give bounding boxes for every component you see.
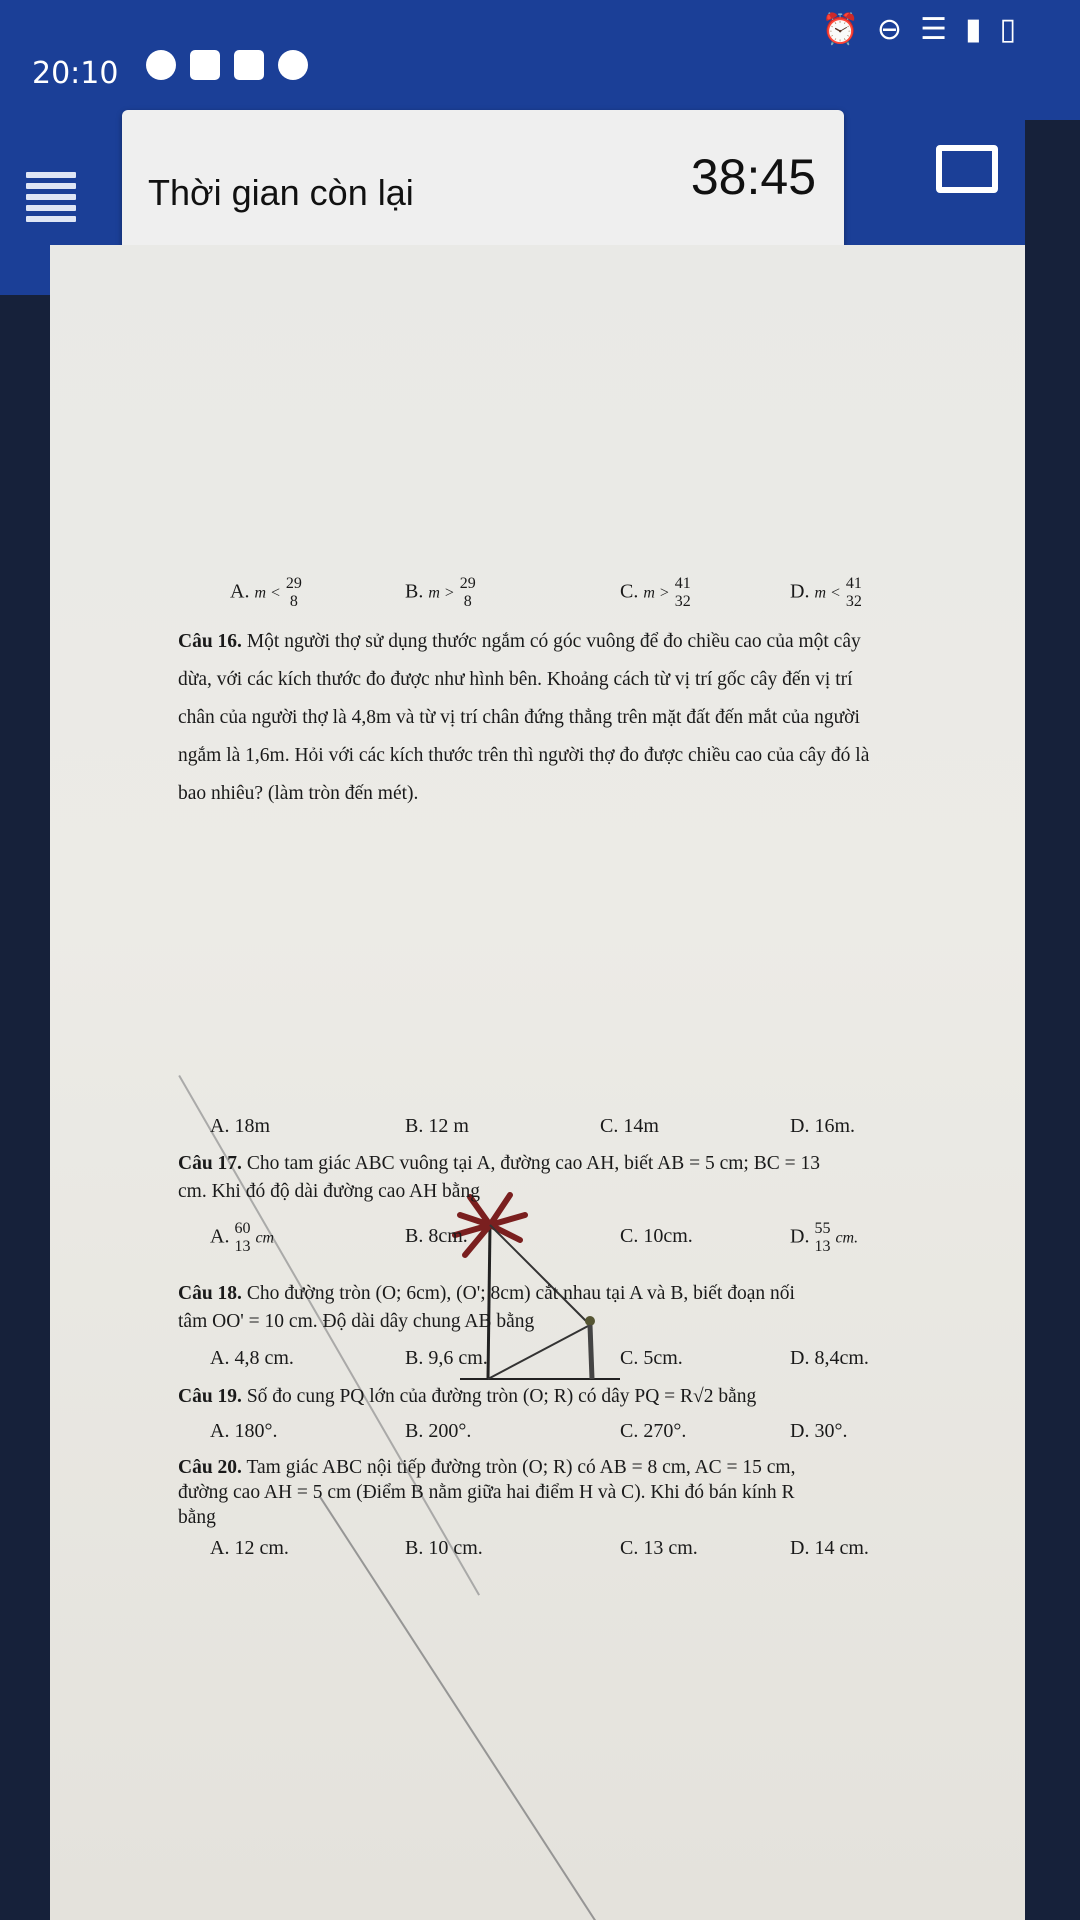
q16-option-c: C. 14m (600, 1115, 659, 1137)
q16-option-b: B. 12 m (405, 1115, 469, 1137)
exam-paper (50, 245, 1025, 1920)
q16-option-a: A. 18m (210, 1115, 270, 1137)
mail-icon (190, 50, 220, 80)
q15-option-a: A. m < 29 8 (230, 575, 302, 610)
q20-option-d: D. 14 cm. (790, 1537, 869, 1559)
battery-icon: ▯ (999, 12, 1016, 47)
q19-option-d: D. 30°. (790, 1420, 848, 1442)
q15-option-b: B. m > 29 8 (405, 575, 476, 610)
q18-option-a: A. 4,8 cm. (210, 1347, 294, 1369)
q19-option-a: A. 180°. (210, 1420, 278, 1442)
q20-option-a: A. 12 cm. (210, 1537, 289, 1559)
timer-label: Thời gian còn lại (148, 172, 414, 213)
timer-card (122, 110, 844, 252)
app-icon (278, 50, 308, 80)
question-18: Câu 18. Cho đường tròn (O; 6cm), (O'; 8cm) cắt nhau tại A và B, biết đoạn nối tâm OO' = 10 cm. Độ dài dây chung AB bằng (178, 1283, 795, 1332)
message-icon (234, 50, 264, 80)
notification-icons (146, 50, 308, 80)
system-icons (822, 12, 1016, 47)
q15-option-c: C. m > 41 32 (620, 575, 691, 610)
q18-option-c: C. 5cm. (620, 1347, 683, 1369)
q19-option-b: B. 200°. (405, 1420, 472, 1442)
q20-option-b: B. 10 cm. (405, 1537, 483, 1559)
wifi-icon: ☰ (920, 12, 947, 47)
signal-icon: ▮ (964, 12, 982, 47)
q17-option-b: B. 8cm. (405, 1225, 468, 1247)
q18-option-b: B. 9,6 cm. (405, 1347, 488, 1369)
status-time: 20:10 (32, 56, 119, 91)
q20-option-c: C. 13 cm. (620, 1537, 698, 1559)
q17-option-a: A. 60 13 cm (210, 1220, 275, 1255)
q17-option-c: C. 10cm. (620, 1225, 693, 1247)
menu-icon[interactable] (26, 172, 76, 222)
q18-option-d: D. 8,4cm. (790, 1347, 869, 1369)
stop-button[interactable] (936, 145, 998, 193)
timer-value: 38:45 (690, 149, 816, 205)
notification-icon (146, 50, 176, 80)
q19-option-c: C. 270°. (620, 1420, 687, 1442)
question-16: Câu 16. Một người thợ sử dụng thước ngắm có góc vuông để đo chiều cao của một cây dừa, với các kích thước đo được như hình bên. Khoảng cách từ vị trí gốc cây đến vị trí chân của người thợ là 4,8m và từ vị trí chân đứng thẳng trên mặt đất đến mắt của người ngắm là 1,6m. Hỏi với các kích thước trên thì người thợ đo được chiều cao của cây đó là bao nhiêu? (làm tròn đến mét). (178, 631, 870, 804)
question-20: Câu 20. Tam giác ABC nội tiếp đường tròn (O; R) có AB = 8 cm, AC = 15 cm, đường cao AH = 5 cm (Điểm B nằm giữa hai điểm H và C). Khi đó bán kính R bằng (178, 1457, 796, 1528)
dnd-icon: ⊖ (876, 12, 903, 47)
question-19: Câu 19. Số đo cung PQ lớn của đường tròn (O; R) có dây PQ = R√2 bằng (178, 1386, 757, 1407)
q17-option-d: D. 55 13 cm. (790, 1220, 859, 1255)
q15-option-d: D. m < 41 32 (790, 575, 862, 610)
question-17: Câu 17. Cho tam giác ABC vuông tại A, đường cao AH, biết AB = 5 cm; BC = 13 cm. Khi đó độ dài đường cao AH bằng (178, 1153, 820, 1202)
q16-option-d: D. 16m. (790, 1115, 855, 1137)
alarm-icon: ⏰ (821, 12, 859, 47)
